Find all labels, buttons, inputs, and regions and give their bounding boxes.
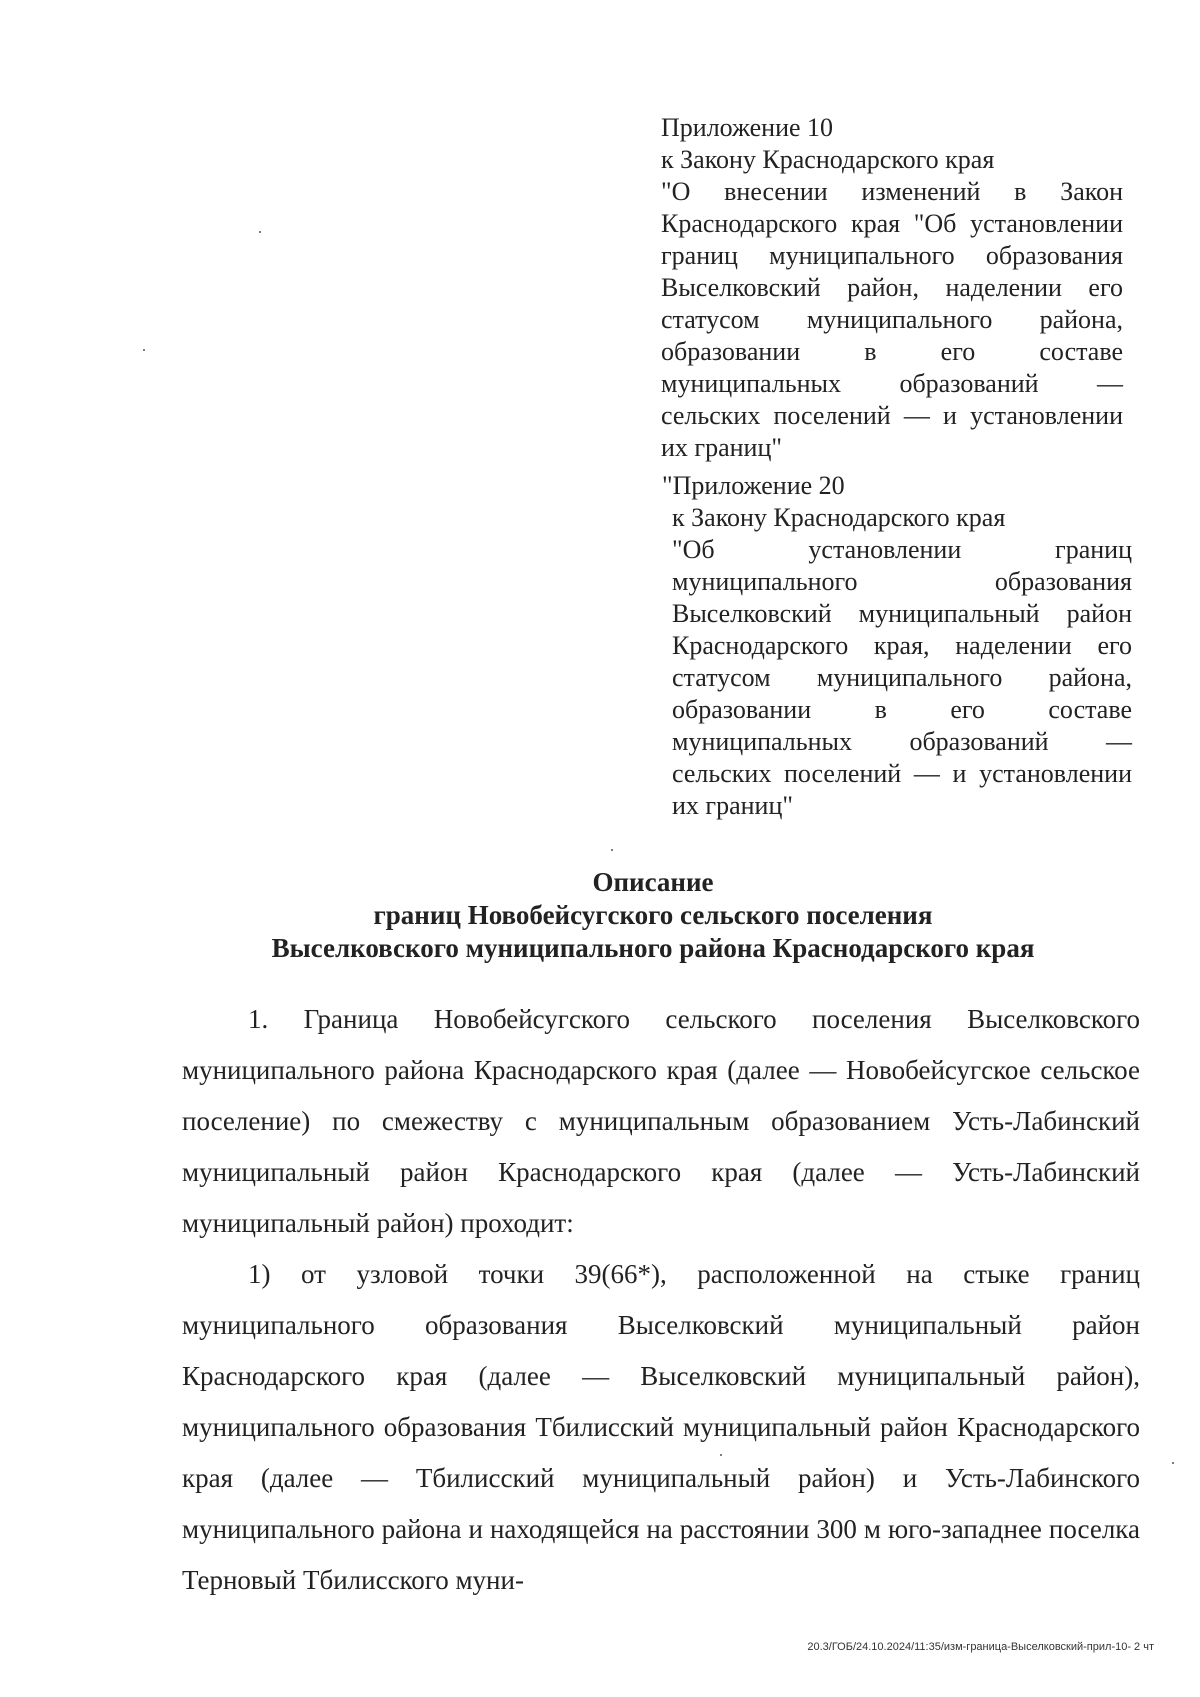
appendix-law-reference: к Закону Краснодарского края: [661, 145, 995, 174]
document-body: [182, 994, 1140, 1606]
appendix-number: "Приложение 20: [662, 471, 845, 500]
title-line-1: Описание: [592, 867, 714, 897]
appendix-header-current: [661, 112, 1123, 464]
body-paragraph-1: 1. Граница Новобейсугского сельского поселения Выселковского муниципального района Краснодарского края (далее — Новобейсугское сельское поселение) по смежеству с муниципальным образованием Усть-Лабинский муниципальный район Краснодарского края (далее — Усть-Лабинский муниципальный район) проходит:: [182, 1004, 1140, 1238]
body-paragraph-2: 1) от узловой точки 39(66*), расположенной на стыке границ муниципального образования Выселковский муниципальный район Краснодарского края (далее — Выселковский муниципальный район), муниципального образования Тбилисский муниципальный район Краснодарского края (далее — Тбилисский муниципальный район) и Усть-Лабинского муниципального района и находящейся на расстоянии 300 м юго-западнее поселка Терновый Тбилисского муни-: [182, 1259, 1140, 1595]
appendix-header-original: [662, 470, 1132, 822]
appendix-number: Приложение 10: [661, 113, 834, 142]
document-title: [150, 866, 1156, 965]
title-line-2: границ Новобейсугского сельского поселения: [373, 900, 933, 930]
appendix-law-title: "О внесении изменений в Закон Краснодарского края "Об установлении границ муниципального образования Выселковский район, наделении его статусом муниципального района, образовании в его составе муниципальных образований — сельских поселений — и установлении их границ": [661, 177, 1123, 462]
scan-speck: [720, 1454, 722, 1456]
title-line-3: Выселковского муниципального района Краснодарского края: [271, 933, 1035, 963]
appendix-law-reference: к Закону Краснодарского края: [672, 503, 1006, 532]
scan-speck: [611, 849, 613, 851]
appendix-law-title: "Об установлении границ муниципального образования Выселковский муниципальный район Краснодарского края, наделении его статусом муниципального района, образовании в его составе муниципальных образований — сельских поселений — и установлении их границ": [672, 535, 1132, 820]
scan-speck: [259, 231, 261, 233]
scan-speck: [1172, 1462, 1174, 1464]
scan-speck: [143, 349, 145, 351]
footer-document-code: 20.3/ГОБ/24.10.2024/11:35/изм-граница-Выселковский-прил-10- 2 чт: [807, 1641, 1154, 1653]
